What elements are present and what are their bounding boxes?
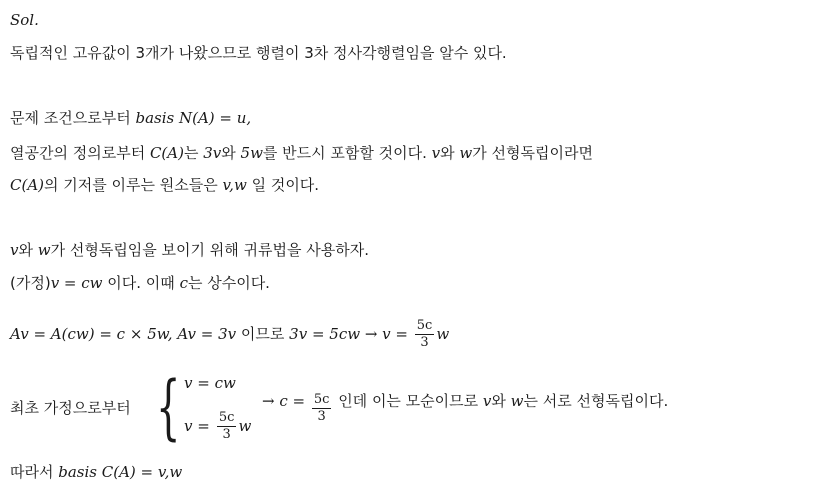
system-eq-1: v = cw — [184, 374, 236, 392]
conclusion-independence: → c = $\frac{5c}{3}$ 인데 이는 모순이므로 v와 w는 서로 선형독립이다. — [262, 392, 669, 424]
line-null-space: 문제 조건으로부터 basis N(A) = u, — [10, 109, 252, 127]
line-eigenvalues: 독립적인 고유값이 3개가 나왔으므로 행렬이 3차 정사각행렬임을 알수 있다. — [10, 44, 507, 62]
line-column-space: 열공간의 정의로부터 C(A)는 3v와 5w를 반드시 포함할 것이다. v와 w가 선형독립이라면 — [10, 144, 593, 162]
line-basis-elements: C(A)의 기저를 이루는 원소들은 v,w 일 것이다. — [10, 176, 320, 194]
line-assumption: (가정)v = cw 이다. 이때 c는 상수이다. — [10, 274, 270, 292]
line-derivation: Av = A(cw) = c × 5w, Av = 3v 이므로 3v = 5cw → v = $\frac{5c}{3}$ w — [10, 318, 450, 350]
left-brace: { — [156, 366, 181, 448]
line-final-basis: 따라서 basis C(A) = v,w — [10, 463, 183, 481]
system-eq-2: v = $\frac{5c}{3}$ w — [184, 410, 252, 442]
sol-label: Sol. — [10, 11, 39, 29]
line-contradiction-intro: v와 w가 선형독립임을 보이기 위해 귀류법을 사용하자. — [10, 241, 370, 259]
fraction-5c-over-3: $\frac{5c}{3}$ — [416, 318, 433, 350]
